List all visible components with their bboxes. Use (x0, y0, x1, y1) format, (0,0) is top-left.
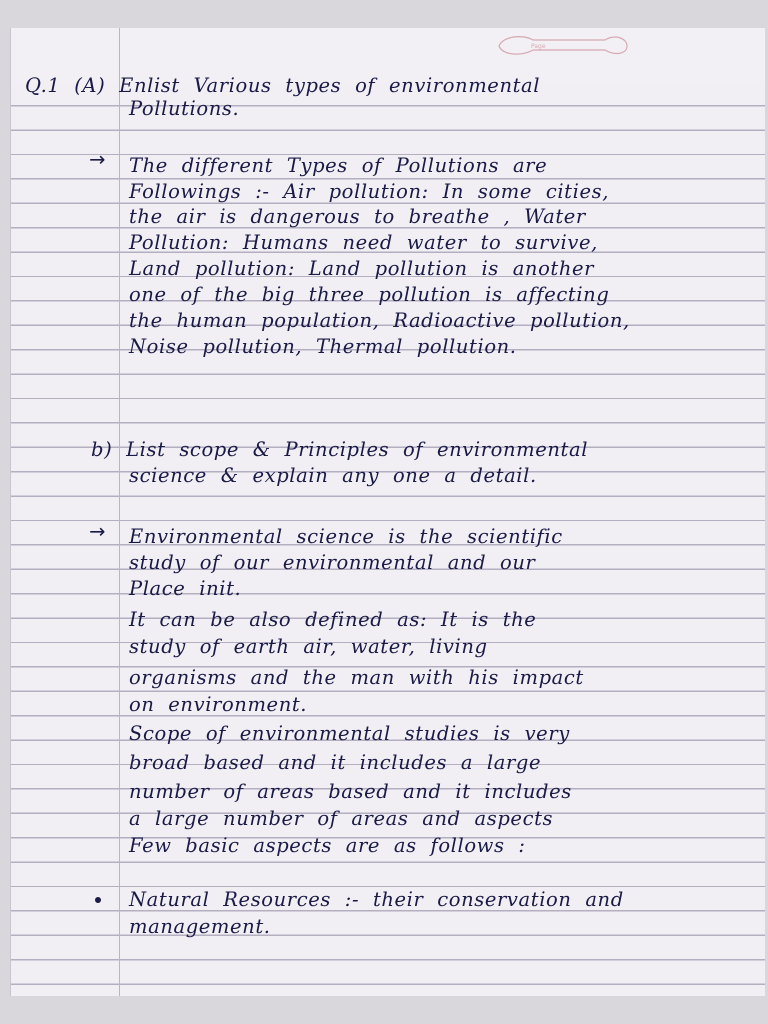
text-line: science & explain any one a detail. (129, 464, 537, 487)
text-line: Environmental science is the scientific (129, 525, 563, 548)
text-line: Q.1 (A) Enlist Various types of environmental (25, 74, 541, 97)
text-line: on environment. (129, 693, 308, 716)
text-line: one of the big three pollution is affecting (129, 283, 610, 306)
text-line: the human population, Radioactive pollution, (129, 309, 630, 332)
text-line: Land pollution: Land pollution is another (129, 257, 595, 280)
page-label-text: Page (531, 43, 546, 50)
text-line: Place init. (129, 577, 242, 600)
arrow-mark: → (89, 520, 106, 543)
text-line: study of earth air, water, living (129, 635, 488, 658)
text-line: a large number of areas and aspects (129, 807, 554, 830)
text-line: management. (129, 915, 271, 938)
text-line: Pollutions. (129, 97, 240, 120)
text-line: Natural Resources :- their conservation and (129, 888, 624, 911)
text-line: broad based and it includes a large (129, 751, 542, 774)
text-line: Few basic aspects are as follows : (129, 834, 526, 857)
text-line: b) List scope & Principles of environmental (91, 438, 589, 461)
text-line: Scope of environmental studies is very (129, 722, 570, 745)
bullet-mark (95, 897, 101, 903)
text-line: Followings :- Air pollution: In some cities, (129, 180, 609, 203)
text-line: It can be also defined as: It is the (129, 608, 537, 631)
text-line: study of our environmental and our (129, 551, 536, 574)
handwritten-text (11, 28, 765, 996)
arrow-mark: → (89, 148, 106, 171)
text-line: The different Types of Pollutions are (129, 154, 548, 177)
text-line: Noise pollution, Thermal pollution. (129, 335, 517, 358)
text-line: Pollution: Humans need water to survive, (129, 231, 598, 254)
text-line: organisms and the man with his impact (129, 666, 584, 689)
text-line: number of areas based and it includes (129, 780, 572, 803)
notebook-page (10, 28, 765, 996)
text-line: the air is dangerous to breathe , Water (129, 205, 586, 228)
